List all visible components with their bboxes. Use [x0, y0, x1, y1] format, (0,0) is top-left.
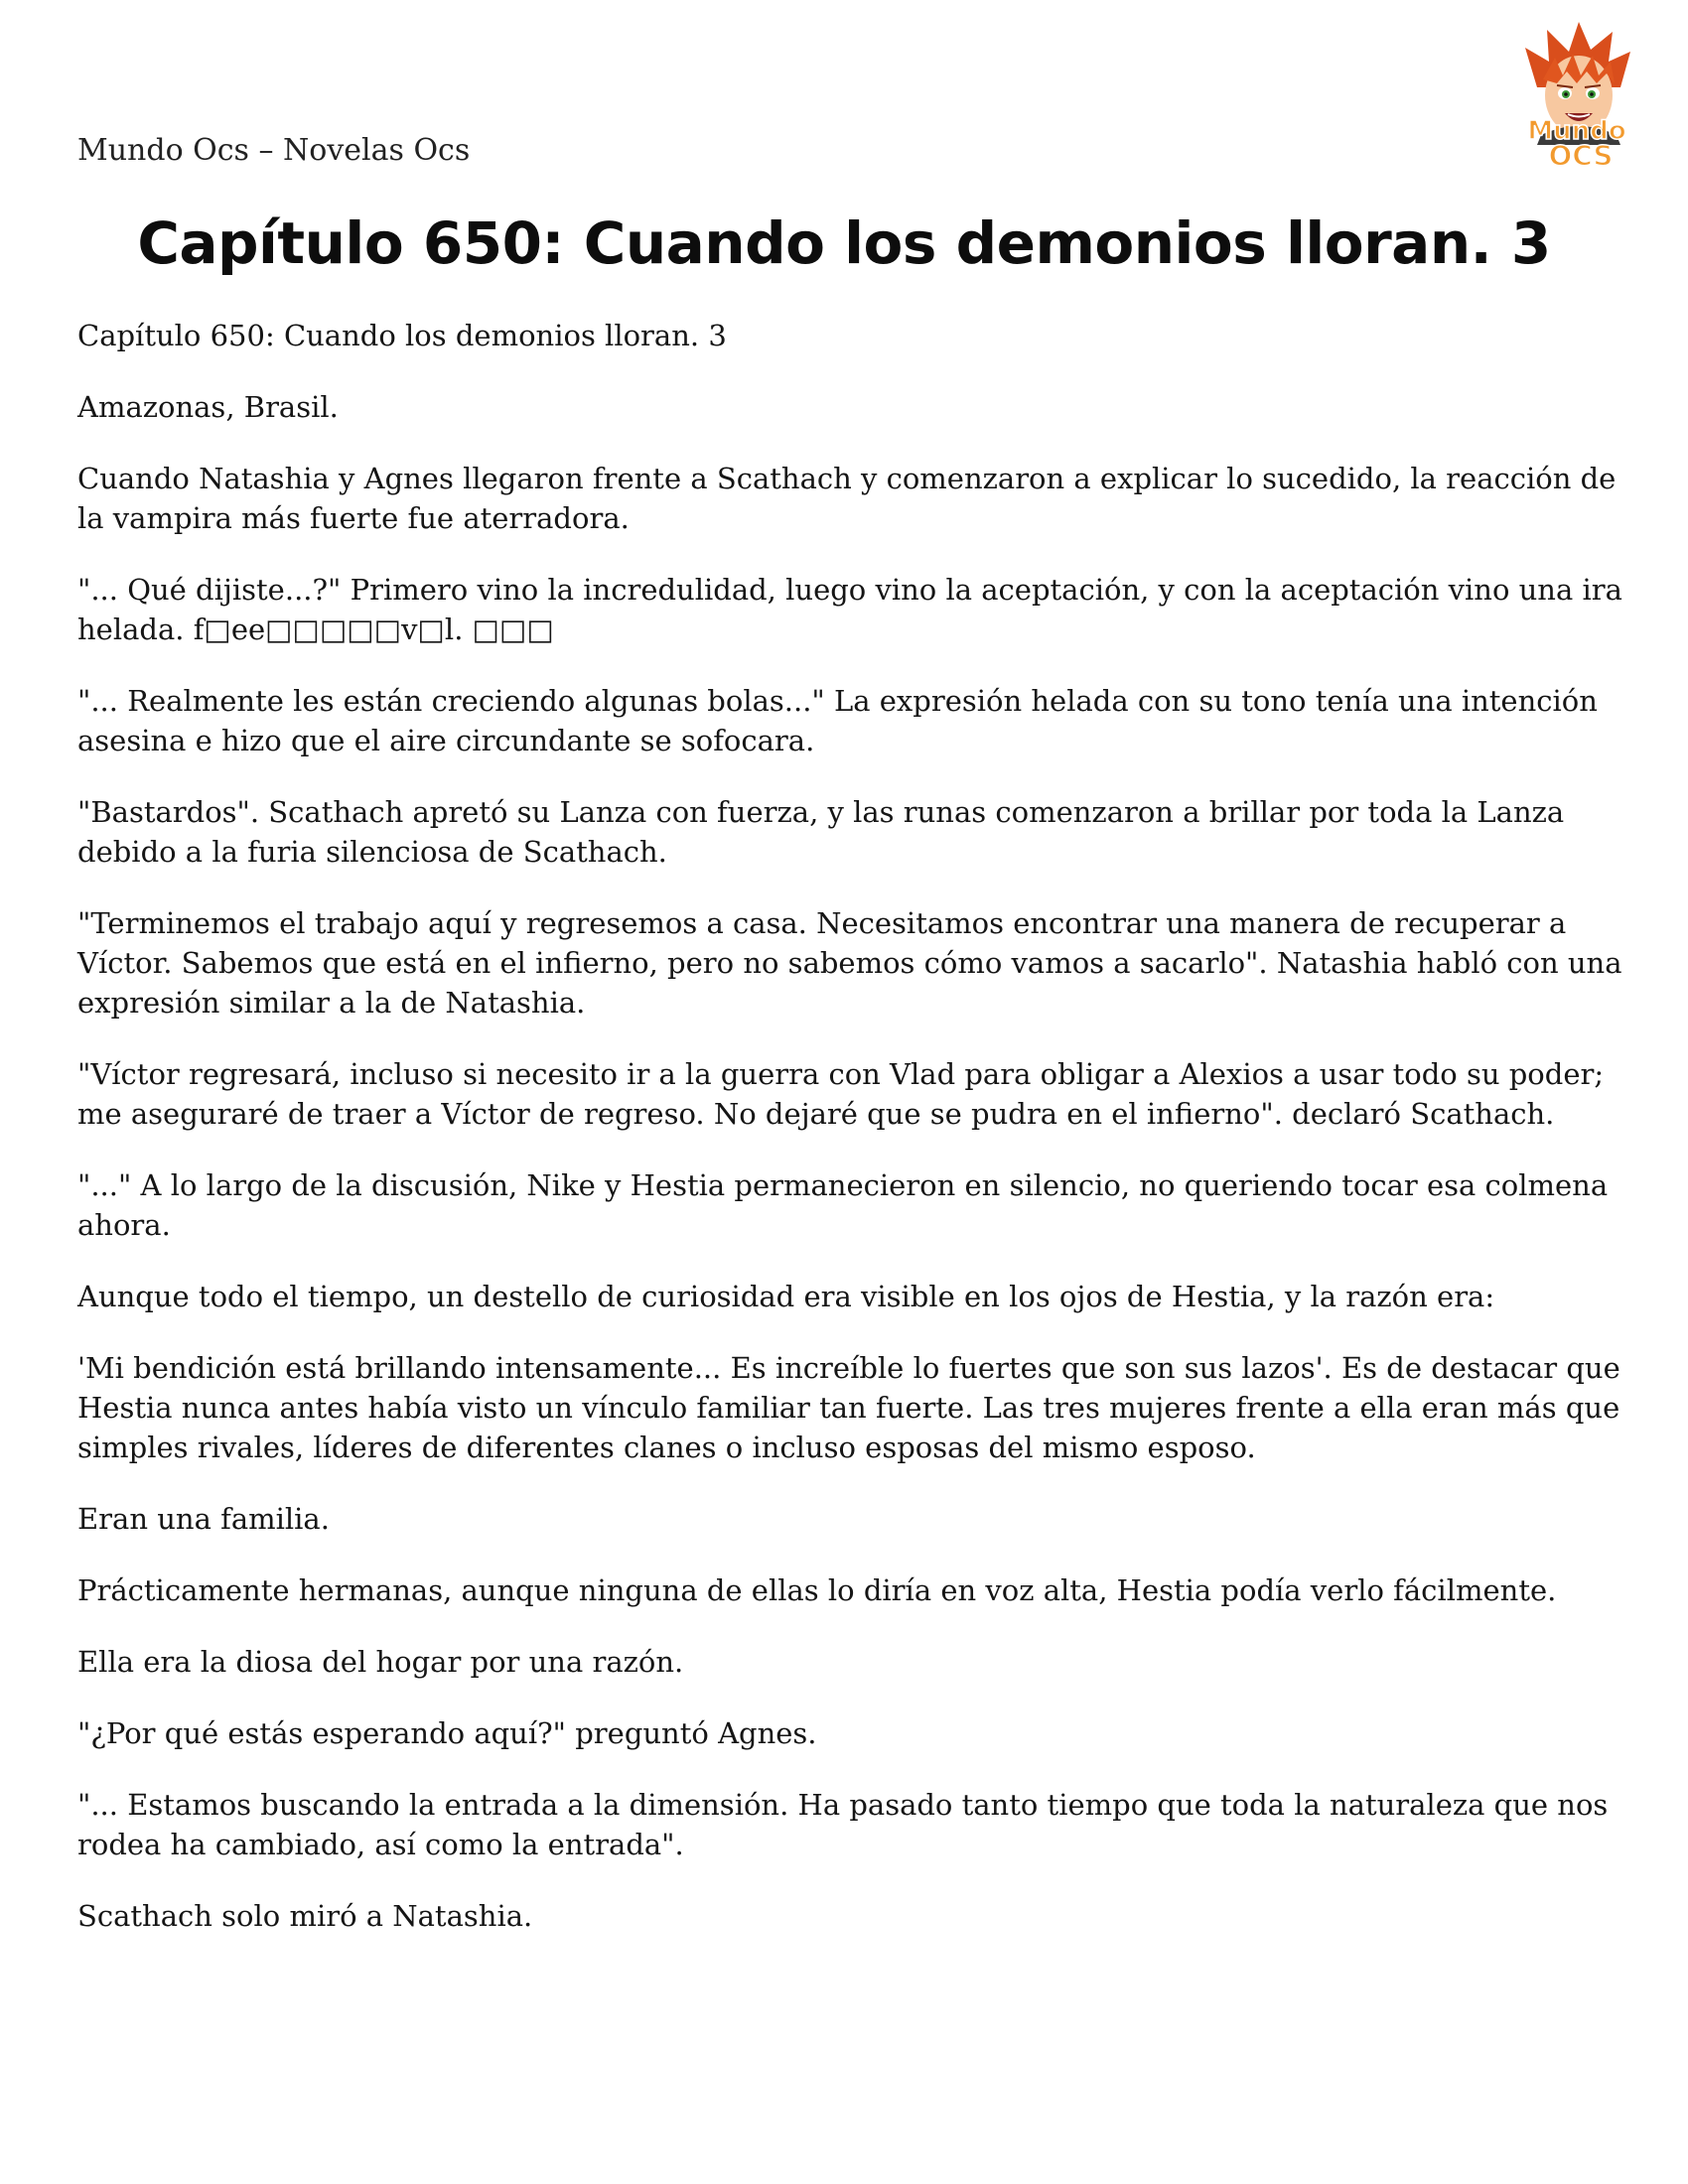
paragraph: 'Mi bendición está brillando intensamente... Es increíble lo fuertes que son sus lazos'. Es de destacar que Hestia nunca antes había visto un vínculo familiar tan fuerte. Las tres mujeres frente a ella eran más que simples rivales, líderes de diferentes clanes o incluso esposas del mismo esposo. — [77, 1351, 1620, 1464]
chapter-body — [77, 316, 1626, 1968]
paragraph: "... Qué dijiste...?" Primero vino la incredulidad, luego vino la aceptación, y con la aceptación vino una ira helada. f□ee□□□□□v□l. □□□ — [77, 573, 1622, 646]
paragraph: Scathach solo miró a Natashia. — [77, 1899, 533, 1933]
paragraph: "..." A lo largo de la discusión, Nike y Hestia permanecieron en silencio, no queriendo tocar esa colmena ahora. — [77, 1168, 1609, 1242]
mascot-logo-icon — [1497, 18, 1656, 172]
paragraph: Aunque todo el tiempo, un destello de curiosidad era visible en los ojos de Hestia, y la razón era: — [77, 1280, 1495, 1313]
paragraph: Ella era la diosa del hogar por una razón. — [77, 1645, 684, 1679]
site-label: Mundo Ocs – Novelas Ocs — [77, 133, 471, 168]
paragraph: Capítulo 650: Cuando los demonios lloran. 3 — [77, 319, 727, 352]
logo-text-top: Mundo — [1527, 116, 1626, 146]
paragraph: "Víctor regresará, incluso si necesito ir a la guerra con Vlad para obligar a Alexios a usar todo su poder; me aseguraré de traer a Víctor de regreso. No dejaré que se pudra en el infierno". declaró Scathach. — [77, 1057, 1605, 1131]
paragraph: Cuando Natashia y Agnes llegaron frente a Scathach y comenzaron a explicar lo sucedido, la reacción de la vampira más fuerte fue aterradora. — [77, 462, 1617, 535]
paragraph: "Bastardos". Scathach apretó su Lanza con fuerza, y las runas comenzaron a brillar por toda la Lanza debido a la furia silenciosa de Scathach. — [77, 795, 1565, 869]
paragraph: "Terminemos el trabajo aquí y regresemos a casa. Necesitamos encontrar una manera de recuperar a Víctor. Sabemos que está en el infierno, pero no sabemos cómo vamos a sacarlo". Natashia habló con una expresión similar a la de Natashia. — [77, 906, 1622, 1020]
paragraph: "... Estamos buscando la entrada a la dimensión. Ha pasado tanto tiempo que toda la naturaleza que nos rodea ha cambiado, así como la entrada". — [77, 1788, 1609, 1861]
paragraph: Eran una familia. — [77, 1502, 330, 1536]
paragraph: Prácticamente hermanas, aunque ninguna de ellas lo diría en voz alta, Hestia podía verlo fácilmente. — [77, 1573, 1557, 1607]
chapter-title: Capítulo 650: Cuando los demonios lloran. 3 — [137, 209, 1551, 277]
paragraph: "... Realmente les están creciendo algunas bolas..." La expresión helada con su tono tenía una intención asesina e hizo que el aire circundante se sofocara. — [77, 684, 1598, 757]
paragraph: "¿Por qué estás esperando aquí?" preguntó Agnes. — [77, 1716, 817, 1750]
logo-text-bottom: OCS — [1548, 139, 1614, 172]
paragraph: Amazonas, Brasil. — [77, 390, 339, 424]
